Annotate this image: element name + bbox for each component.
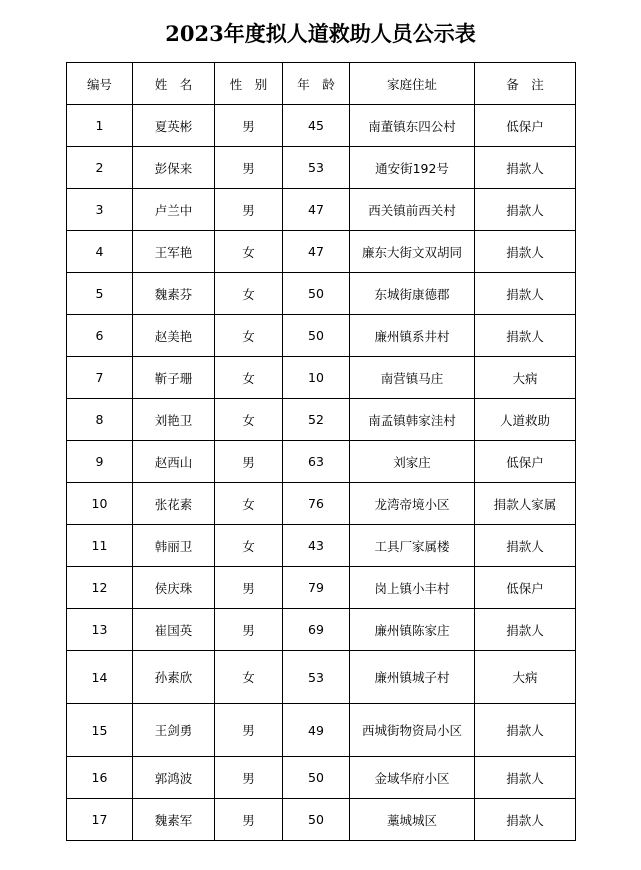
cell-name: 侯庆珠 xyxy=(133,567,215,609)
cell-gender: 女 xyxy=(215,525,283,567)
cell-gender: 男 xyxy=(215,567,283,609)
cell-gender: 男 xyxy=(215,757,283,799)
cell-address: 西城街物资局小区 xyxy=(350,704,475,757)
cell-note: 捐款人 xyxy=(475,609,576,651)
roster-table xyxy=(66,62,576,841)
cell-age: 43 xyxy=(283,525,350,567)
page-title: 2023年度拟人道救助人员公示表 xyxy=(165,21,476,46)
cell-age: 50 xyxy=(283,799,350,841)
cell-age: 63 xyxy=(283,441,350,483)
cell-address: 工具厂家属楼 xyxy=(350,525,475,567)
cell-name: 郭鸿波 xyxy=(133,757,215,799)
cell-note: 捐款人 xyxy=(475,704,576,757)
cell-name: 王军艳 xyxy=(133,231,215,273)
cell-address: 东城街康德郡 xyxy=(350,273,475,315)
cell-age: 69 xyxy=(283,609,350,651)
cell-age: 76 xyxy=(283,483,350,525)
cell-no: 7 xyxy=(67,357,133,399)
cell-no: 15 xyxy=(67,704,133,757)
cell-name: 魏素军 xyxy=(133,799,215,841)
table-row xyxy=(67,704,576,757)
cell-no: 1 xyxy=(67,105,133,147)
header-address: 家庭住址 xyxy=(350,63,475,105)
cell-no: 3 xyxy=(67,189,133,231)
header-name: 姓 名 xyxy=(133,63,215,105)
cell-note: 低保户 xyxy=(475,567,576,609)
table-row xyxy=(67,799,576,841)
header-note: 备 注 xyxy=(475,63,576,105)
header-row xyxy=(67,63,576,105)
cell-age: 10 xyxy=(283,357,350,399)
cell-note: 捐款人 xyxy=(475,757,576,799)
table-row xyxy=(67,757,576,799)
cell-gender: 男 xyxy=(215,704,283,757)
cell-note: 大病 xyxy=(475,651,576,704)
cell-note: 低保户 xyxy=(475,441,576,483)
table-row xyxy=(67,231,576,273)
cell-address: 南董镇东四公村 xyxy=(350,105,475,147)
cell-age: 53 xyxy=(283,147,350,189)
cell-age: 53 xyxy=(283,651,350,704)
cell-address: 金域华府小区 xyxy=(350,757,475,799)
cell-age: 50 xyxy=(283,273,350,315)
cell-age: 52 xyxy=(283,399,350,441)
table-row xyxy=(67,399,576,441)
cell-name: 靳子珊 xyxy=(133,357,215,399)
cell-age: 50 xyxy=(283,315,350,357)
table-row xyxy=(67,609,576,651)
table-row xyxy=(67,441,576,483)
cell-address: 南孟镇韩家洼村 xyxy=(350,399,475,441)
cell-note: 捐款人 xyxy=(475,147,576,189)
cell-name: 刘艳卫 xyxy=(133,399,215,441)
cell-no: 12 xyxy=(67,567,133,609)
cell-address: 廉州镇系井村 xyxy=(350,315,475,357)
cell-address: 岗上镇小丰村 xyxy=(350,567,475,609)
table-row xyxy=(67,357,576,399)
cell-address: 廉州镇陈家庄 xyxy=(350,609,475,651)
cell-note: 捐款人 xyxy=(475,189,576,231)
cell-note: 捐款人 xyxy=(475,525,576,567)
table-row xyxy=(67,273,576,315)
cell-age: 47 xyxy=(283,189,350,231)
cell-gender: 女 xyxy=(215,651,283,704)
cell-gender: 男 xyxy=(215,441,283,483)
cell-name: 夏英彬 xyxy=(133,105,215,147)
cell-note: 捐款人 xyxy=(475,231,576,273)
cell-address: 廉东大街文双胡同 xyxy=(350,231,475,273)
table-row xyxy=(67,483,576,525)
cell-no: 13 xyxy=(67,609,133,651)
cell-no: 9 xyxy=(67,441,133,483)
table-row xyxy=(67,315,576,357)
cell-address: 藁城城区 xyxy=(350,799,475,841)
cell-name: 赵美艳 xyxy=(133,315,215,357)
cell-name: 魏素芬 xyxy=(133,273,215,315)
cell-no: 6 xyxy=(67,315,133,357)
cell-note: 大病 xyxy=(475,357,576,399)
header-gender: 性 别 xyxy=(215,63,283,105)
cell-no: 2 xyxy=(67,147,133,189)
header-no: 编号 xyxy=(67,63,133,105)
cell-no: 17 xyxy=(67,799,133,841)
cell-address: 刘家庄 xyxy=(350,441,475,483)
cell-gender: 女 xyxy=(215,357,283,399)
cell-name: 赵西山 xyxy=(133,441,215,483)
cell-note: 捐款人 xyxy=(475,273,576,315)
cell-age: 49 xyxy=(283,704,350,757)
cell-address: 南营镇马庄 xyxy=(350,357,475,399)
cell-address: 廉州镇城子村 xyxy=(350,651,475,704)
table-body xyxy=(67,105,576,841)
cell-name: 王剑勇 xyxy=(133,704,215,757)
table-row xyxy=(67,651,576,704)
cell-gender: 女 xyxy=(215,483,283,525)
table-row xyxy=(67,567,576,609)
cell-no: 16 xyxy=(67,757,133,799)
cell-no: 8 xyxy=(67,399,133,441)
cell-name: 孙素欣 xyxy=(133,651,215,704)
cell-gender: 男 xyxy=(215,609,283,651)
cell-note: 捐款人 xyxy=(475,315,576,357)
table-row xyxy=(67,147,576,189)
cell-gender: 女 xyxy=(215,231,283,273)
cell-name: 彭保来 xyxy=(133,147,215,189)
cell-gender: 男 xyxy=(215,189,283,231)
table-row xyxy=(67,525,576,567)
table-row xyxy=(67,105,576,147)
cell-no: 10 xyxy=(67,483,133,525)
cell-note: 捐款人 xyxy=(475,799,576,841)
cell-gender: 女 xyxy=(215,399,283,441)
cell-gender: 男 xyxy=(215,105,283,147)
cell-age: 50 xyxy=(283,757,350,799)
cell-note: 人道救助 xyxy=(475,399,576,441)
cell-name: 崔国英 xyxy=(133,609,215,651)
cell-age: 45 xyxy=(283,105,350,147)
cell-note: 捐款人家属 xyxy=(475,483,576,525)
cell-no: 14 xyxy=(67,651,133,704)
cell-no: 4 xyxy=(67,231,133,273)
cell-name: 韩丽卫 xyxy=(133,525,215,567)
cell-gender: 女 xyxy=(215,273,283,315)
cell-address: 龙湾帝境小区 xyxy=(350,483,475,525)
cell-no: 11 xyxy=(67,525,133,567)
cell-address: 通安街192号 xyxy=(350,147,475,189)
cell-gender: 女 xyxy=(215,315,283,357)
cell-gender: 男 xyxy=(215,147,283,189)
cell-note: 低保户 xyxy=(475,105,576,147)
cell-age: 47 xyxy=(283,231,350,273)
table-row xyxy=(67,189,576,231)
cell-address: 西关镇前西关村 xyxy=(350,189,475,231)
cell-no: 5 xyxy=(67,273,133,315)
header-age: 年 龄 xyxy=(283,63,350,105)
cell-gender: 男 xyxy=(215,799,283,841)
cell-name: 张花素 xyxy=(133,483,215,525)
cell-name: 卢兰中 xyxy=(133,189,215,231)
cell-age: 79 xyxy=(283,567,350,609)
